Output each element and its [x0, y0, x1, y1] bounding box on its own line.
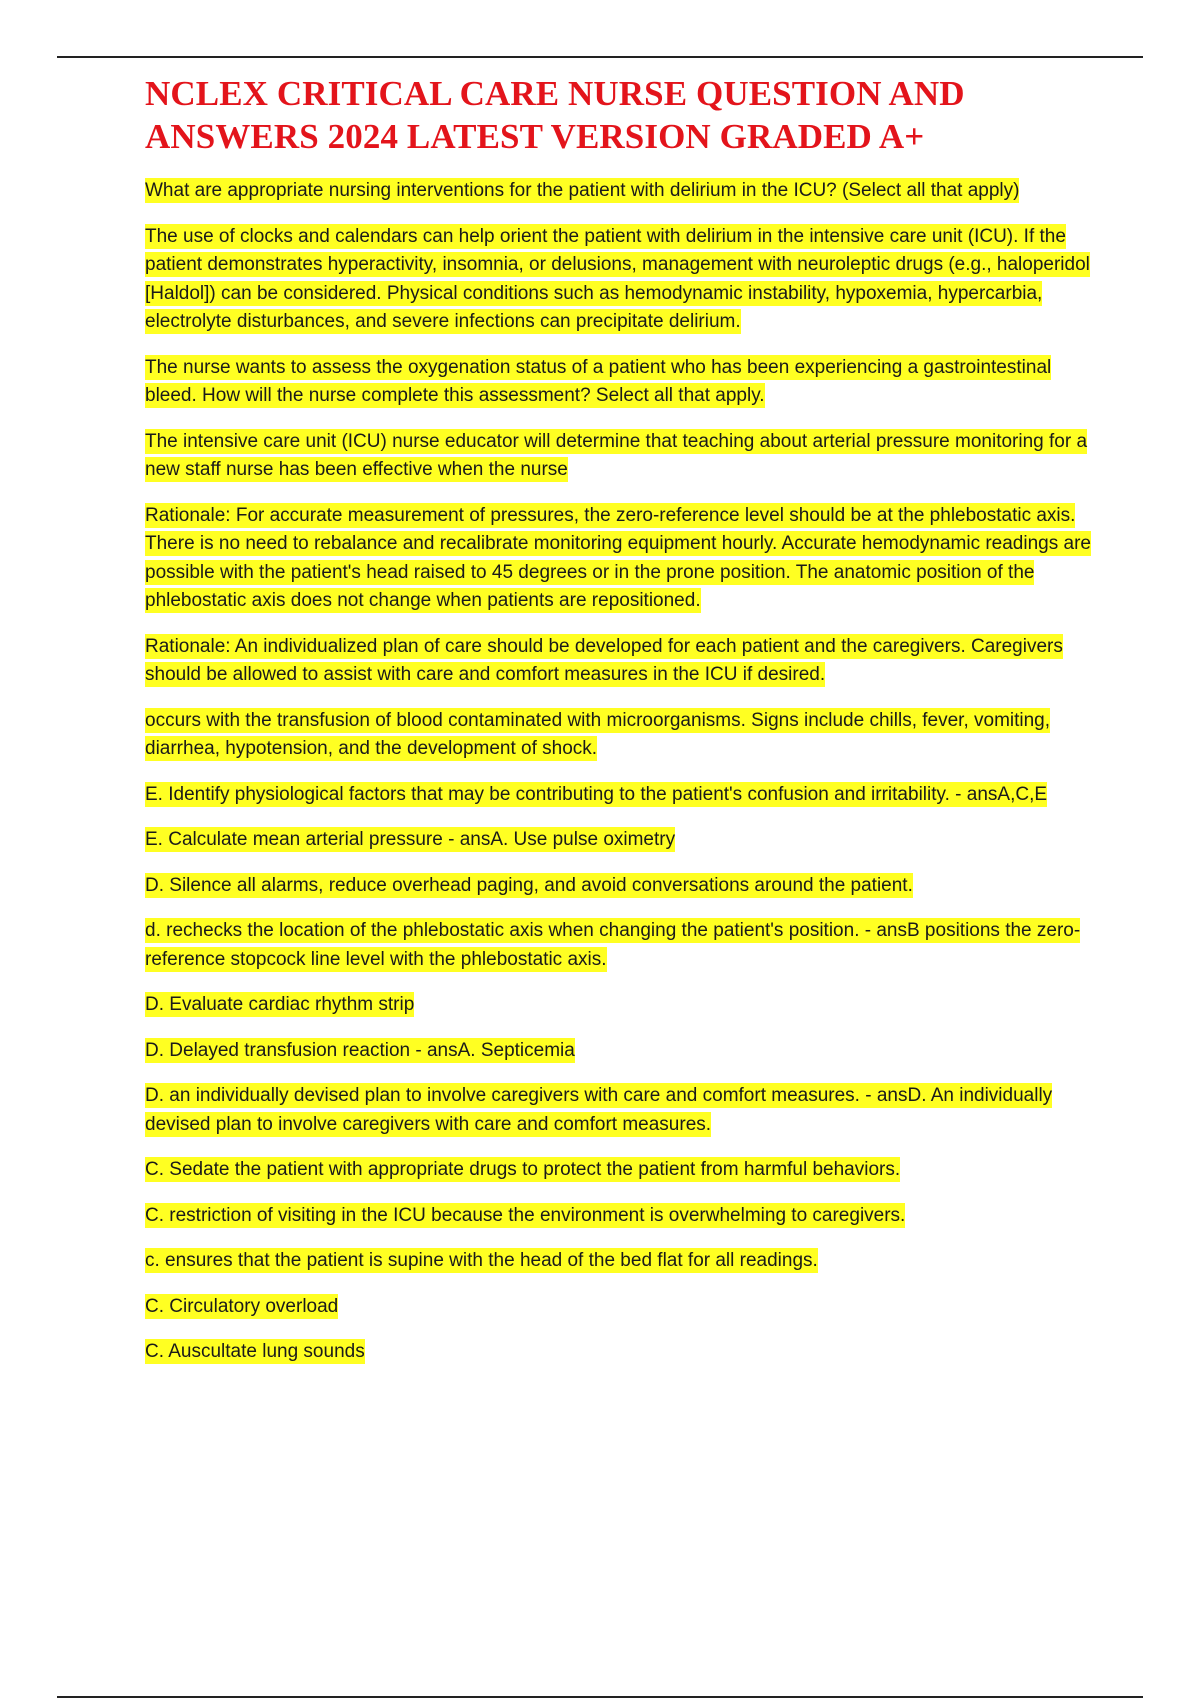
- paragraph-text: E. Identify physiological factors that may be contributing to the patient's confusion and irritability. - ansA,C,E: [145, 783, 1048, 805]
- paragraph: [145, 1338, 1095, 1367]
- paragraph: [145, 872, 1095, 901]
- paragraph-text: d. rechecks the location of the phlebostatic axis when changing the patient's position. - ansB positions the zero-reference stopcock line level with the phlebostatic axis.: [145, 920, 1081, 970]
- paragraph: [145, 223, 1095, 337]
- paragraph-text: The use of clocks and calendars can help orient the patient with delirium in the intensive care unit (ICU). If the patient demonstrates hyperactivity, insomnia, or delusions, management with neuroleptic drugs (e.g., haloperidol [Haldol]) can be considered. Physical conditions such as hemodynamic instability, hypoxemia, hypercarbia, electrolyte disturbances, and severe infections can precipitate delirium.: [145, 225, 1090, 332]
- paragraph: [145, 354, 1095, 411]
- paragraph: [145, 428, 1095, 485]
- paragraph-text: C. Auscultate lung sounds: [145, 1341, 365, 1362]
- paragraph-text: E. Calculate mean arterial pressure - ansA. Use pulse oximetry: [145, 829, 676, 850]
- paragraph-text: The nurse wants to assess the oxygenation status of a patient who has been experiencing a gastrointestinal bleed. How will the nurse complete this assessment? Select all that apply.: [145, 356, 1052, 406]
- paragraph-text: D. Evaluate cardiac rhythm strip: [145, 994, 415, 1015]
- paragraph: [145, 707, 1095, 764]
- paragraph: [145, 502, 1095, 616]
- paragraph-text: c. ensures that the patient is supine with the head of the bed flat for all readings.: [145, 1250, 818, 1271]
- paragraph-text: occurs with the transfusion of blood contaminated with microorganisms. Signs include chills, fever, vomiting, diarrhea, hypotension, and the development of shock.: [145, 709, 1051, 759]
- paragraph-text: D. Silence all alarms, reduce overhead paging, and avoid conversations around the patient.: [145, 874, 913, 896]
- paragraph-text: D. Delayed transfusion reaction - ansA. Septicemia: [145, 1039, 575, 1061]
- paragraph: [145, 1037, 1095, 1066]
- paragraph: [145, 1156, 1095, 1185]
- paragraph-text: C. restriction of visiting in the ICU because the environment is overwhelming to caregivers.: [145, 1204, 906, 1226]
- paragraph: [145, 1082, 1095, 1139]
- top-rule: [57, 56, 1143, 58]
- bottom-rule: [57, 1696, 1143, 1698]
- paragraph-text: Rationale: For accurate measurement of pressures, the zero-reference level should be at the phlebostatic axis. There is no need to rebalance and recalibrate monitoring equipment hourly. Accurate hemodynamic readings are possible with the patient's head raised to 45 degrees or in the prone position. The anatomic position of the phlebostatic axis does not change when patients are repositioned.: [145, 504, 1091, 611]
- paragraph: [145, 1247, 1095, 1276]
- paragraph: [145, 917, 1095, 974]
- paragraph-text: C. Circulatory overload: [145, 1295, 339, 1317]
- paragraph-text: D. an individually devised plan to involve caregivers with care and comfort measures. - ansD. An individually devised plan to involve caregivers with care and comfort measures.: [145, 1085, 1053, 1135]
- paragraph-text: C. Sedate the patient with appropriate drugs to protect the patient from harmful behaviors.: [145, 1159, 901, 1180]
- document-content: [145, 72, 1095, 1384]
- paragraph: [145, 633, 1095, 690]
- paragraph-text: What are appropriate nursing interventions for the patient with delirium in the ICU? (Select all that apply): [145, 180, 1020, 201]
- paragraph: [145, 1293, 1095, 1322]
- document-title: NCLEX CRITICAL CARE NURSE QUESTION AND ANSWERS 2024 LATEST VERSION GRADED A+: [145, 74, 965, 156]
- paragraph: [145, 1202, 1095, 1231]
- paragraph: [145, 177, 1095, 206]
- paragraph-text: Rationale: An individualized plan of care should be developed for each patient and the caregivers. Caregivers should be allowed to assist with care and comfort measures in the ICU if desired.: [145, 635, 1063, 685]
- paragraph: [145, 781, 1095, 810]
- paragraph: [145, 826, 1095, 855]
- paragraph-text: The intensive care unit (ICU) nurse educator will determine that teaching about arterial pressure monitoring for a new staff nurse has been effective when the nurse: [145, 430, 1088, 480]
- paragraph: [145, 991, 1095, 1020]
